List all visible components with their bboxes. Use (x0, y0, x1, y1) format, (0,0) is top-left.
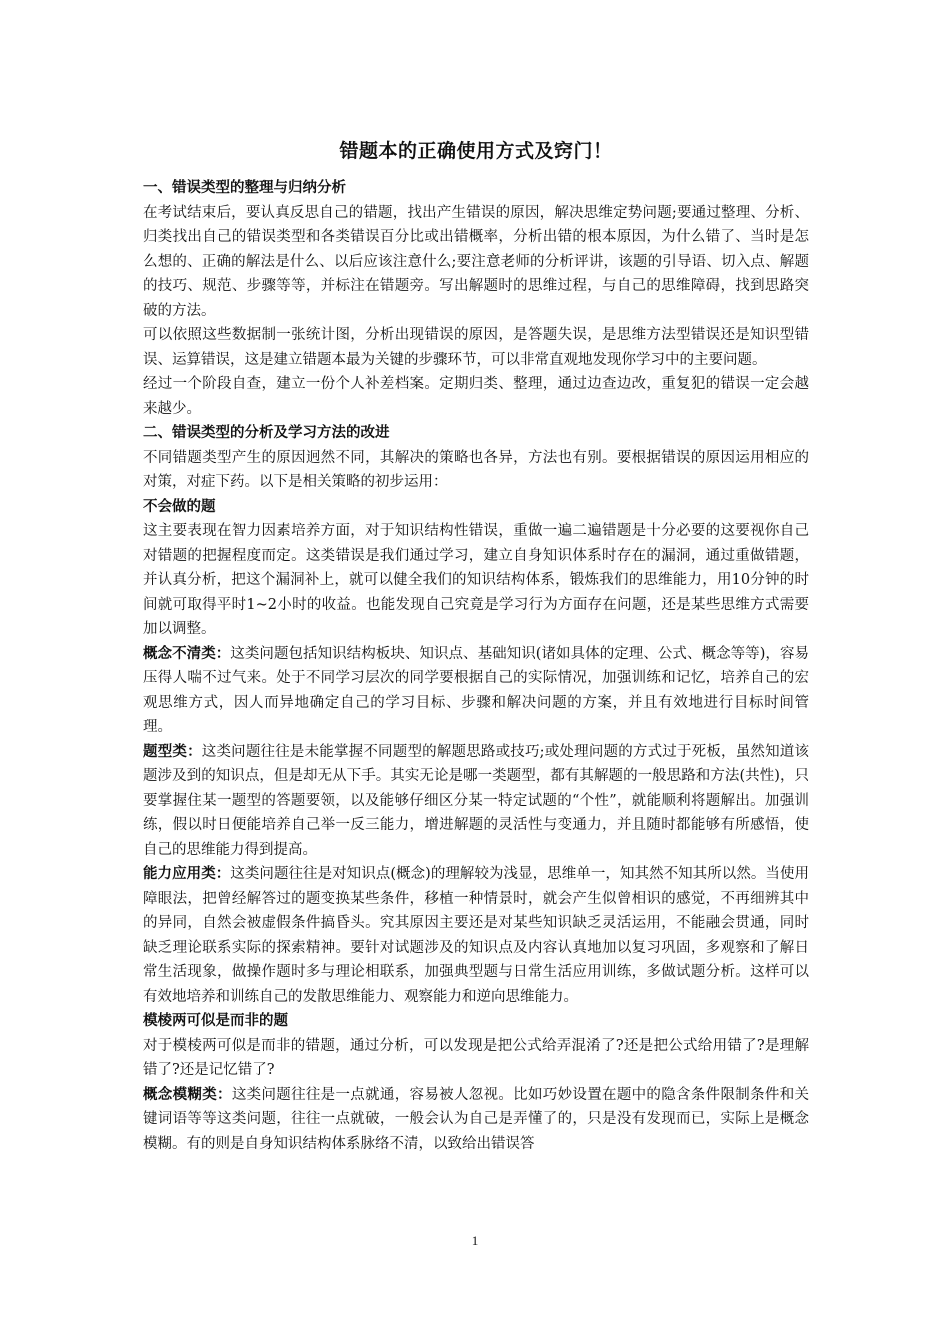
paragraph-text: 这类问题往往是一点就通，容易被人忽视。比如巧妙设置在题中的隐含条件限制条件和关键词语等等这类问题，往往一点就破，一般会认为自己是弄懂了的，只是没有发现而已，实际上是概念模糊。有的则是自身知识结构体系脉络不清，以致给出错误答 (143, 1086, 809, 1152)
paragraph: 对于模棱两可似是而非的错题，通过分析，可以发现是把公式给弄混淆了?还是把公式给用错了?是理解错了?还是记忆错了? (143, 1037, 809, 1078)
paragraph: 在考试结束后，要认真反思自己的错题，找出产生错误的原因，解决思维定势问题;要通过整理、分析、归类找出自己的错误类型和各类错误百分比或出错概率，分析出错的根本原因，为什么错了、当时是怎么想的、正确的解法是什么、以后应该注意什么;要注意老师的分析评讲，该题的引导语、切入点、解题的技巧、规范、步骤等等，并标注在错题旁。写出解题时的思维过程，与自己的思维障碍，找到思路突破的方法。 (143, 204, 809, 319)
document-title: 错题本的正确使用方式及窍门！ (339, 140, 613, 162)
paragraph-concept-unclear (143, 642, 809, 740)
paragraph-lead: 概念不清类： (143, 644, 231, 662)
paragraph-concept-fuzzy (143, 1083, 809, 1157)
paragraph-question-type (143, 740, 809, 863)
paragraph-lead: 概念模糊类： (143, 1085, 232, 1103)
paragraph: 可以依照这些数据制一张统计图，分析出现错误的原因，是答题失误，是思维方法型错误还是知识型错误、运算错误，这是建立错题本最为关键的步骤环节，可以非常直观地发现你学习中的主要问题。 (143, 327, 809, 368)
section-heading-2: 二、错误类型的分析及学习方法的改进 (143, 424, 390, 441)
paragraph: 不同错题类型产生的原因迥然不同，其解决的策略也各异，方法也有别。要根据错误的原因运用相应的对策，对症下药。以下是相关策略的初步运用： (143, 449, 809, 490)
paragraph-ability-application (143, 862, 809, 1009)
paragraph-lead: 能力应用类： (143, 865, 231, 882)
paragraph: 经过一个阶段自查，建立一份个人补差档案。定期归类、整理，通过边查边改，重复犯的错误一定会越来越少。 (143, 376, 809, 417)
subheading-cannot-solve: 不会做的题 (143, 497, 216, 515)
paragraph: 这主要表现在智力因素培养方面，对于知识结构性错误，重做一遍二遍错题是十分必要的这要视你自己对错题的把握程度而定。这类错误是我们通过学习，建立自身知识体系时存在的漏洞，通过重做错题，并认真分析，把这个漏洞补上，就可以健全我们的知识结构体系，锻炼我们的思维能力，用10分钟的时间就可取得平时1~2小时的收益。也能发现自己究竟是学习行为方面存在问题，还是某些思维方式需要加以调整。 (143, 523, 809, 637)
page-number: 1 (471, 1233, 479, 1248)
document-body (143, 136, 809, 1156)
section-heading-1: 一、错误类型的整理与归纳分析 (143, 179, 346, 196)
paragraph-lead: 题型类： (143, 742, 202, 760)
paragraph-text: 这类问题包括知识结构板块、知识点、基础知识(诸如具体的定理、公式、概念等等)，容易压得人喘不过气来。处于不同学习层次的同学要根据自己的实际情况，加强训练和记忆，培养自己的宏观思维方式，因人而异地确定自己的学习目标、步骤和解决问题的方案，并且有效地进行目标时间管理。 (143, 645, 810, 735)
paragraph-text: 这类问题往往是未能掌握不同题型的解题思路或技巧;或处理问题的方式过于死板，虽然知道该题涉及到的知识点，但是却无从下手。其实无论是哪一类题型，都有其解题的一般思路和方法(共性)，只要掌握住某一题型的答题要领，以及能够仔细区分某一特定试题的“个性”，就能顺利将题解出。加强训练，假以时日便能培养自己举一反三能力，增进解题的灵活性与变通力，并且随时都能够有所感悟，使自己的思维能力得到提高。 (143, 743, 809, 858)
paragraph-text: 这类问题往往是对知识点(概念)的理解较为浅显，思维单一，知其然不知其所以然。当使用障眼法，把曾经解答过的题变换某些条件，移植一种情景时，就会产生似曾相识的感觉，不再细辨其中的异同，自然会被虚假条件搞昏头。究其原因主要还是对某些知识缺乏灵活运用，不能融会贯通，同时缺乏理论联系实际的探索精神。要针对试题涉及的知识点及内容认真地加以复习巩固，多观察和了解日常生活现象，做操作题时多与理论相联系，加强典型题与日常生活应用训练，多做试题分析。这样可以有效地培养和训练自己的发散思维能力、观察能力和逆向思维能力。 (143, 866, 810, 1005)
subheading-ambiguous: 模棱两可似是而非的题 (143, 1012, 288, 1029)
